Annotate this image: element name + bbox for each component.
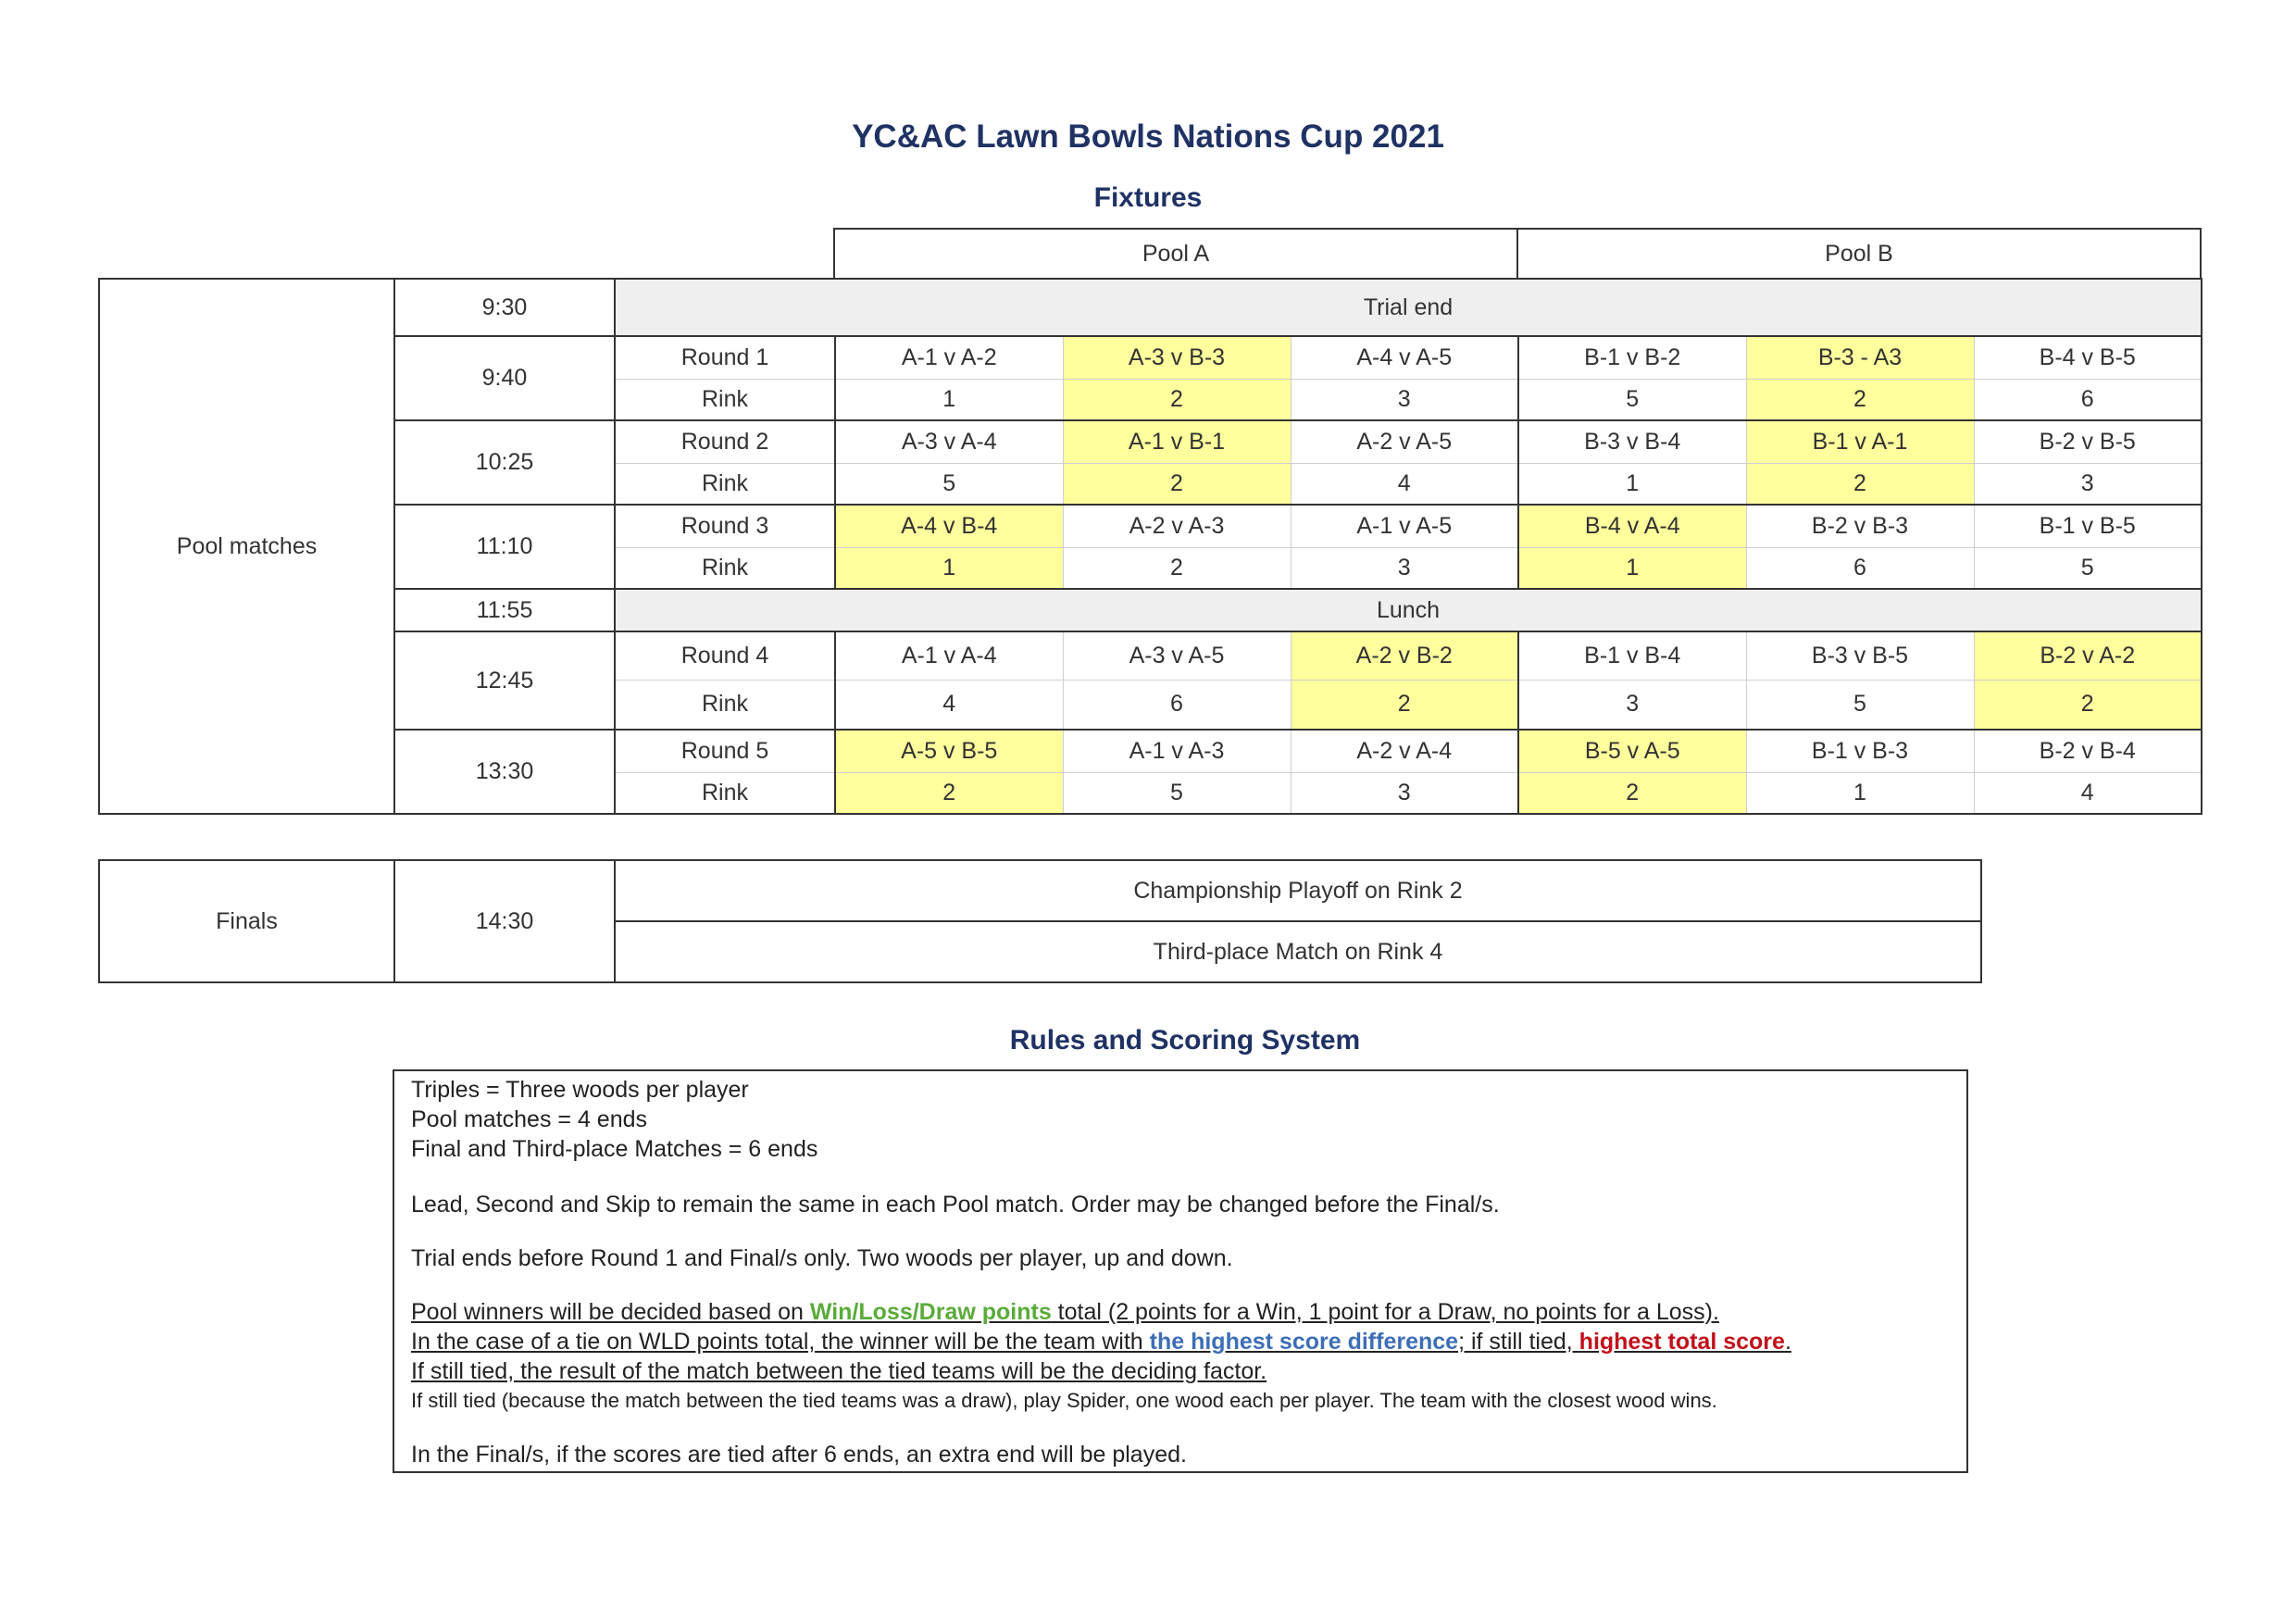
rink-label: Rink xyxy=(615,463,835,505)
rink-cell: 4 xyxy=(1291,463,1518,505)
match-cell: A-5 v B-5 xyxy=(835,730,1063,772)
rink-cell: 1 xyxy=(1518,547,1746,589)
round-row xyxy=(99,631,2202,680)
match-cell: A-2 v A-4 xyxy=(1291,730,1518,772)
rink-cell: 5 xyxy=(835,463,1063,505)
rink-cell: 4 xyxy=(835,680,1063,730)
rink-cell: 2 xyxy=(1746,379,1974,420)
match-cell: B-2 v B-5 xyxy=(1974,420,2202,463)
rink-cell: 1 xyxy=(835,547,1063,589)
round-row xyxy=(99,420,2202,463)
rink-cell: 3 xyxy=(1518,680,1746,730)
rule-line: Lead, Second and Skip to remain the same in each Pool match. Order may be changed before the Final/s. xyxy=(411,1192,1500,1218)
rule-line: If still tied (because the match between the tied teams was a draw), play Spider, one wood each per player. The team with the closest wood wins. xyxy=(411,1389,1717,1412)
rink-cell: 2 xyxy=(1063,379,1291,420)
rink-cell: 6 xyxy=(1974,379,2202,420)
blank-cell xyxy=(614,229,834,279)
rink-cell: 2 xyxy=(835,772,1063,814)
round-label: Round 4 xyxy=(615,631,835,680)
rink-cell: 1 xyxy=(835,379,1063,420)
finals-table xyxy=(98,859,1982,983)
rink-cell: 2 xyxy=(1518,772,1746,814)
time-cell: 11:55 xyxy=(394,589,615,631)
match-cell: B-3 v B-4 xyxy=(1518,420,1746,463)
match-cell: B-5 v A-5 xyxy=(1518,730,1746,772)
rink-cell: 6 xyxy=(1746,547,1974,589)
match-cell: B-4 v A-4 xyxy=(1518,505,1746,547)
rink-cell: 4 xyxy=(1974,772,2202,814)
time-cell: 9:40 xyxy=(394,336,615,420)
time-cell: 12:45 xyxy=(394,631,615,730)
match-cell: A-1 v A-2 xyxy=(835,336,1063,379)
rink-cell: 2 xyxy=(1063,463,1291,505)
rink-label: Rink xyxy=(615,547,835,589)
rink-cell: 3 xyxy=(1291,772,1518,814)
rule-line: If still tied, the result of the match between the tied teams will be the deciding factor. xyxy=(411,1358,1267,1384)
time-cell: 10:25 xyxy=(394,420,615,505)
rink-cell: 2 xyxy=(1974,680,2202,730)
rule-line: In the Final/s, if the scores are tied after 6 ends, an extra end will be played. xyxy=(411,1442,1187,1468)
rule-line: Pool matches = 4 ends xyxy=(411,1106,648,1132)
round-row xyxy=(99,730,2202,772)
rule-line: Final and Third-place Matches = 6 ends xyxy=(411,1136,818,1162)
time-cell: 11:10 xyxy=(394,505,615,589)
finals-label: Finals xyxy=(99,860,394,982)
match-cell: A-3 v A-4 xyxy=(835,420,1063,463)
match-cell: B-2 v B-3 xyxy=(1746,505,1974,547)
pool-b-header: Pool B xyxy=(1517,229,2201,279)
rink-cell: 5 xyxy=(1746,680,1974,730)
rink-cell: 5 xyxy=(1518,379,1746,420)
total-score-highlight: highest total score xyxy=(1578,1329,1785,1355)
pool-a-header: Pool A xyxy=(834,229,1517,279)
round-label: Round 1 xyxy=(615,336,835,379)
match-cell: A-3 v B-3 xyxy=(1063,336,1291,379)
match-cell: A-2 v A-5 xyxy=(1291,420,1518,463)
lunch-label: Lunch xyxy=(615,589,2202,631)
match-cell: B-1 v B-2 xyxy=(1518,336,1746,379)
championship-playoff: Championship Playoff on Rink 2 xyxy=(615,860,1981,921)
rule-line-tie-break xyxy=(411,1327,1950,1356)
match-cell: A-3 v A-5 xyxy=(1063,631,1291,680)
rink-cell: 3 xyxy=(1291,547,1518,589)
rule-text: total (2 points for a Win, 1 point for a Draw, no points for a Loss). xyxy=(1051,1299,1719,1325)
round-label: Round 5 xyxy=(615,730,835,772)
rink-cell: 2 xyxy=(1063,547,1291,589)
match-cell: B-1 v B-4 xyxy=(1518,631,1746,680)
round-row xyxy=(99,336,2202,379)
rink-cell: 2 xyxy=(1746,463,1974,505)
pool-matches-label: Pool matches xyxy=(99,279,394,814)
match-cell: A-2 v B-2 xyxy=(1291,631,1518,680)
rink-label: Rink xyxy=(615,772,835,814)
match-cell: A-1 v A-4 xyxy=(835,631,1063,680)
rink-label: Rink xyxy=(615,379,835,420)
match-cell: B-2 v B-4 xyxy=(1974,730,2202,772)
match-cell: B-2 v A-2 xyxy=(1974,631,2202,680)
trial-end-label: Trial end xyxy=(615,279,2202,336)
rules-heading: Rules and Scoring System xyxy=(1009,1025,1361,1056)
rules-box xyxy=(393,1069,1968,1473)
rule-text: In the case of a tie on WLD points total, the winner will be the team with xyxy=(411,1329,1150,1355)
time-cell: 13:30 xyxy=(394,730,615,814)
match-cell: B-1 v B-3 xyxy=(1746,730,1974,772)
fixtures-heading: Fixtures xyxy=(1093,182,1203,213)
round-row xyxy=(99,505,2202,547)
wld-points-highlight: Win/Loss/Draw points xyxy=(809,1299,1052,1325)
fixtures-table xyxy=(98,278,2202,815)
rink-cell: 3 xyxy=(1291,379,1518,420)
match-cell: A-2 v A-3 xyxy=(1063,505,1291,547)
rink-cell: 2 xyxy=(1291,680,1518,730)
match-cell: A-4 v A-5 xyxy=(1291,336,1518,379)
match-cell: B-3 v B-5 xyxy=(1746,631,1974,680)
match-cell: B-1 v A-1 xyxy=(1746,420,1974,463)
match-cell: A-1 v A-5 xyxy=(1291,505,1518,547)
rule-line: Trial ends before Round 1 and Final/s only. Two woods per player, up and down. xyxy=(411,1245,1233,1271)
rink-cell: 5 xyxy=(1063,772,1291,814)
score-difference-highlight: the highest score difference xyxy=(1149,1329,1459,1355)
rule-line-pool-winners xyxy=(411,1297,1950,1327)
rule-text: Pool winners will be decided based on xyxy=(411,1299,810,1325)
rink-label: Rink xyxy=(615,680,835,730)
pool-header-table xyxy=(98,228,2202,280)
match-cell: B-4 v B-5 xyxy=(1974,336,2202,379)
third-place-match: Third-place Match on Rink 4 xyxy=(615,921,1981,982)
finals-time: 14:30 xyxy=(394,860,615,982)
document-title: YC&AC Lawn Bowls Nations Cup 2021 xyxy=(852,119,1444,155)
time-cell: 9:30 xyxy=(394,279,615,336)
rule-text: . xyxy=(1784,1329,1791,1355)
rink-cell: 3 xyxy=(1974,463,2202,505)
lunch-row xyxy=(99,589,2202,631)
trial-row xyxy=(99,279,2202,336)
blank-cell xyxy=(98,229,393,279)
match-cell: A-4 v B-4 xyxy=(835,505,1063,547)
match-cell: A-1 v B-1 xyxy=(1063,420,1291,463)
blank-cell xyxy=(393,229,614,279)
round-label: Round 2 xyxy=(615,420,835,463)
round-label: Round 3 xyxy=(615,505,835,547)
rule-text: ; if still tied, xyxy=(1458,1329,1579,1355)
match-cell: B-3 - A3 xyxy=(1746,336,1974,379)
rule-line: Triples = Three woods per player xyxy=(411,1077,749,1103)
match-cell: A-1 v A-3 xyxy=(1063,730,1291,772)
rink-cell: 5 xyxy=(1974,547,2202,589)
match-cell: B-1 v B-5 xyxy=(1974,505,2202,547)
rink-cell: 1 xyxy=(1746,772,1974,814)
rink-cell: 6 xyxy=(1063,680,1291,730)
rink-cell: 1 xyxy=(1518,463,1746,505)
